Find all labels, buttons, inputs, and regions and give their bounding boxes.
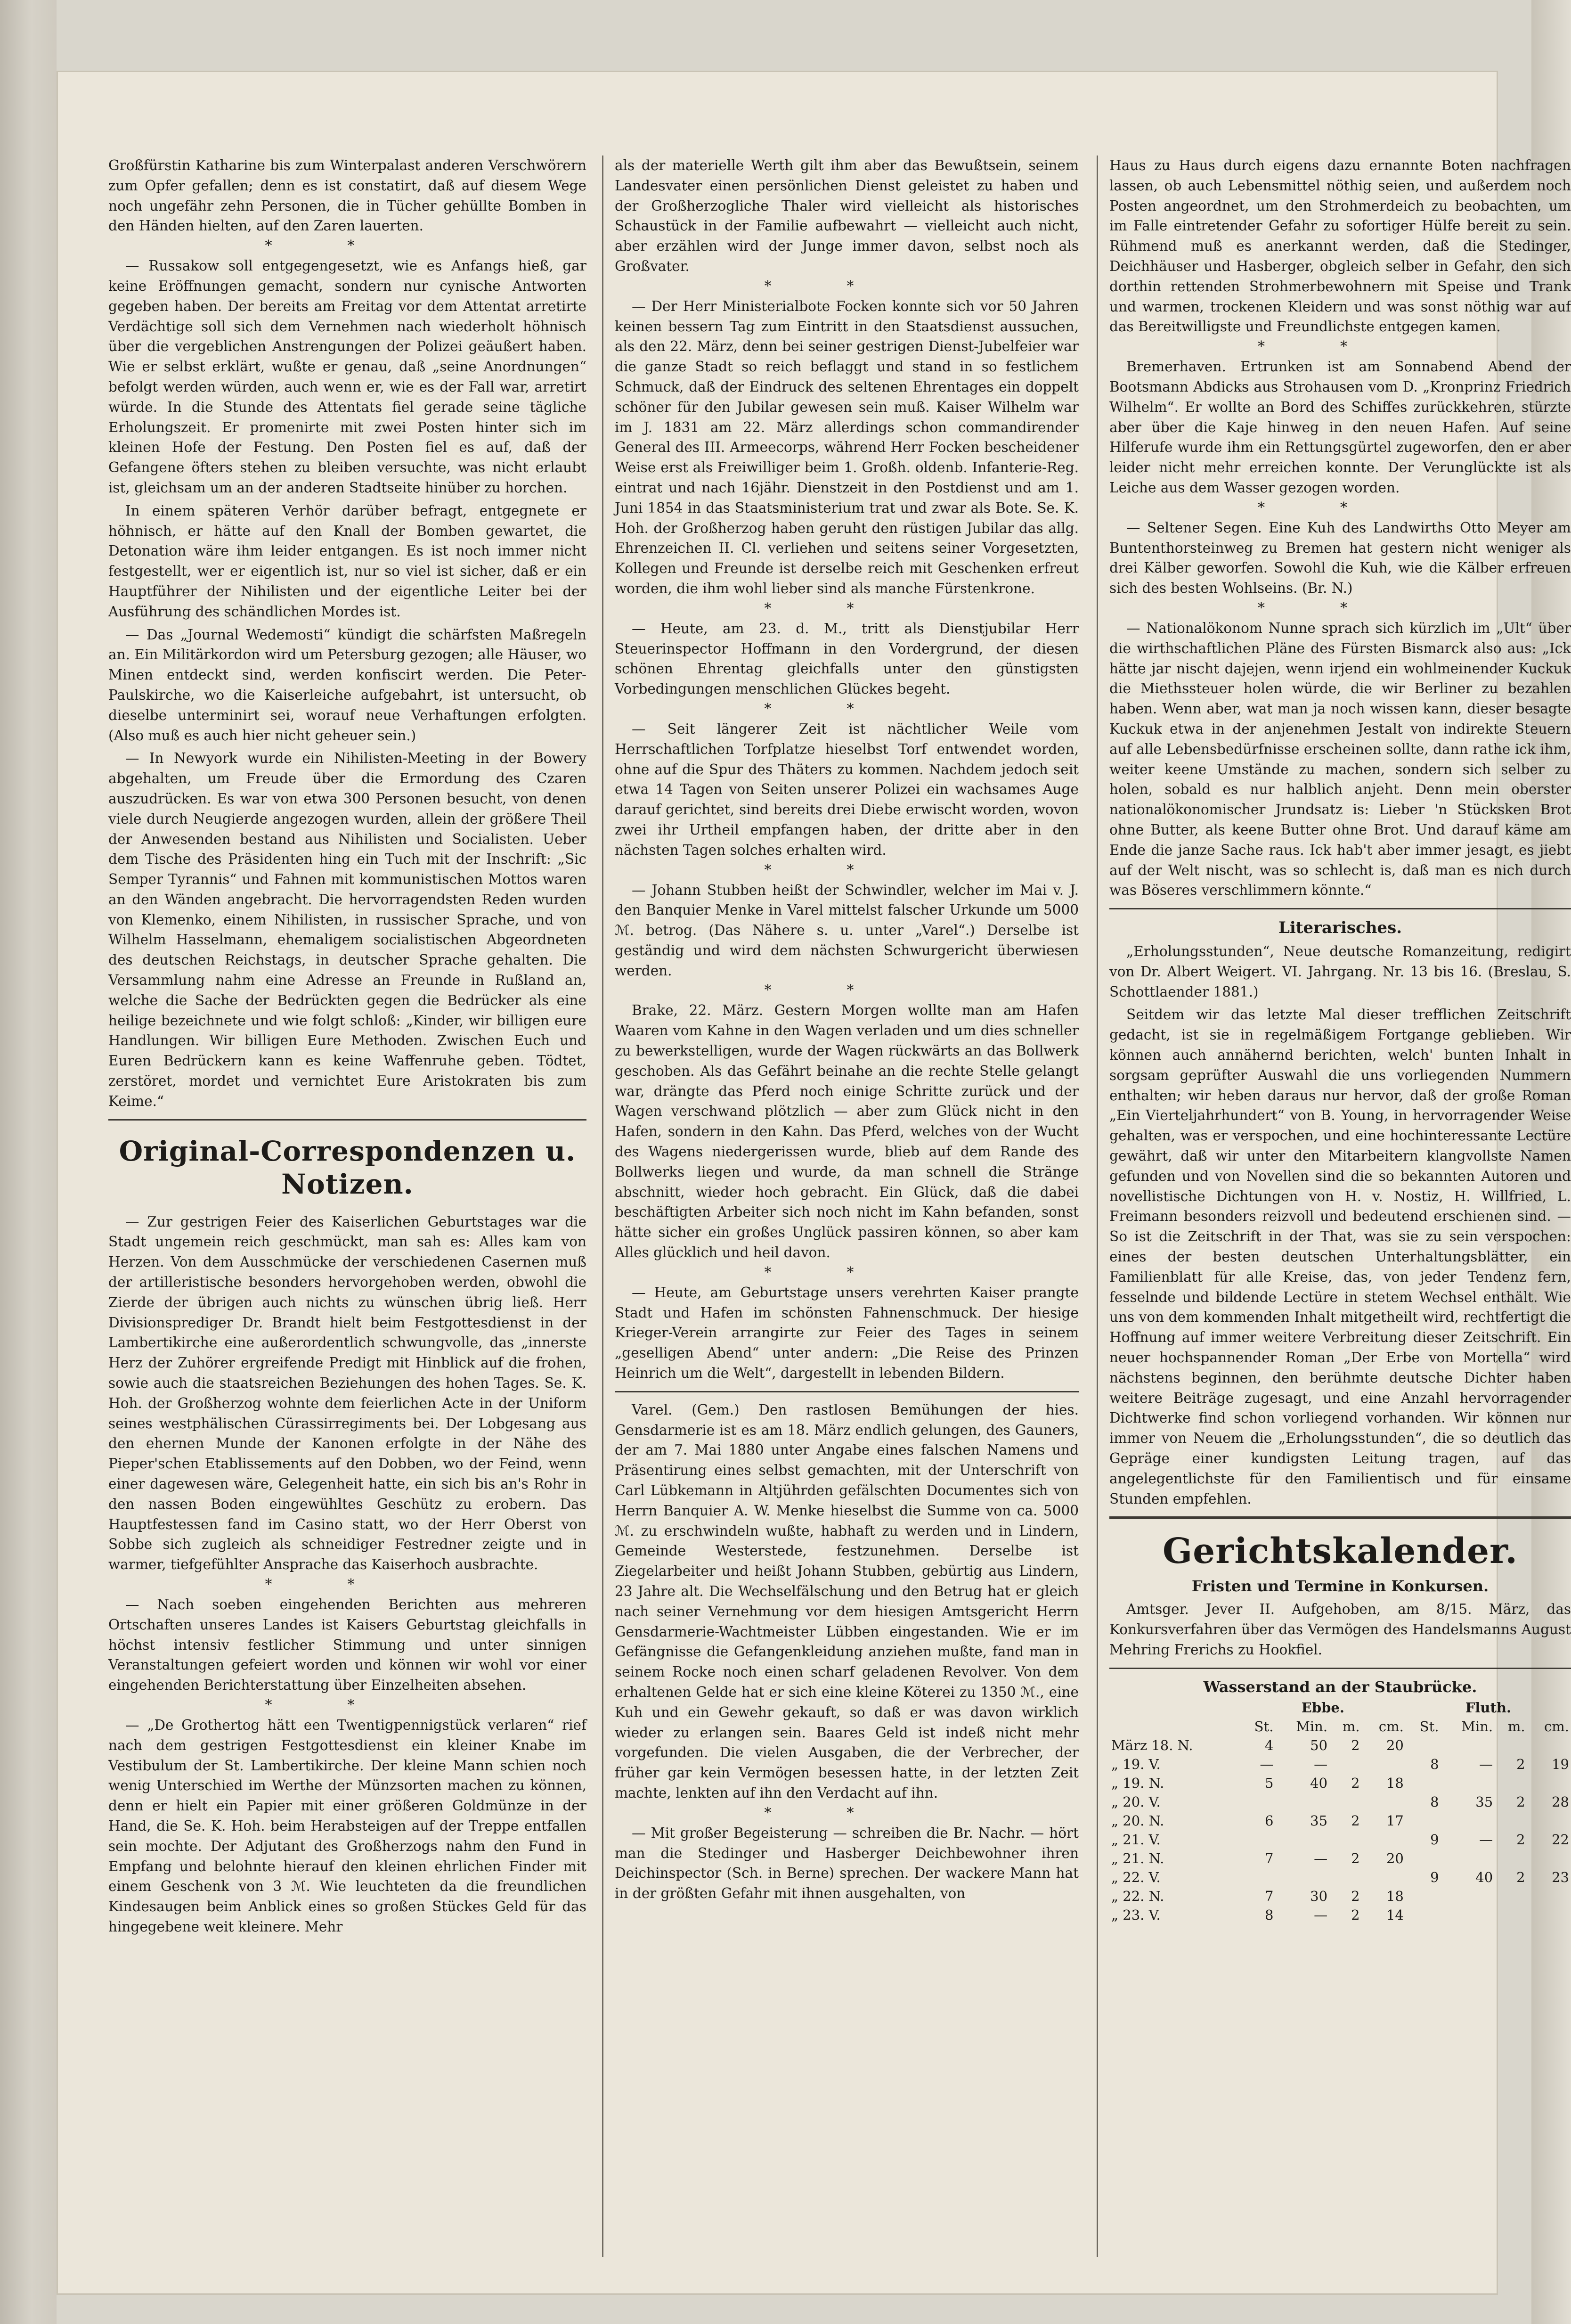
article-paragraph: Haus zu Haus durch eigens dazu ernannte Boten nachfragen lassen, ob auch Lebensmittel nöthig seien, und außerdem noch Posten angeordnet, um den Strohmerdeich zu beobachten, um im Falle eintretender Gefahr zu sofortiger Hülfe bereit zu sein. Rühmend muß es anerkannt werden, daß die Stedinger, Deichhäuser und Hasberger, obgleich selber in Gefahr, den sich dorthin rettenden Strohmerbewohnern mit Speise und Trank und warmen, trockenen Kleidern und was sonst nöthig war auf das Bereitwilligste und Freundlichste entgegen kamen. [1109,157,1571,335]
value-cell: 18 [1386,1775,1404,1791]
water-level-title: Wasserstand an der Staubrücke. [1203,1678,1477,1696]
value-cell [1362,1830,1406,1849]
article-paragraph: — Seltener Segen. Eine Kuh des Landwirths Otto Meyer am Buntenthorsteinweg zu Bremen hat gestern nicht weniger als drei Kälber geworfen. Sowohl die Kuh, wie die Kälber erfreuen sich des besten Wohlseins. (Br. N.) [1109,519,1571,597]
table-row [1109,1887,1571,1906]
date-cell: „ 19. N. [1111,1775,1164,1791]
value-cell: 4 [1264,1737,1274,1753]
article-paragraph: — Heute, am 23. d. M., tritt als Dienstjubilar Herr Steuerinspector Hoffmann in den Vordergrund, der diesen schönen Ehrentag gleichfalls unter den günstigsten Vorbedingungen menschlichen Glückes begeht. [615,620,1079,697]
separator-stars: ** [764,861,929,878]
table-row [1109,1774,1571,1792]
value-cell: — [1314,1756,1328,1772]
column-rule [602,155,603,2257]
value-cell: 20 [1386,1737,1404,1753]
article-paragraph: — Seit längerer Zeit ist nächtlicher Weile vom Herrschaftlichen Torfplatze hieselbst Torf entwendet worden, ohne auf die Spur des Thäters zu kommen. Nachdem jedoch seit etwa 14 Tagen von Seiten unserer Polizei ein wachsames Auge darauf gerichtet, sind bereits drei Diebe erwischt worden, wovon zwei ihr Urtheil empfangen haben, der dritte aber in den nächsten Tagen solches erhalten wird. [615,720,1079,858]
value-cell [1275,1868,1329,1887]
column-rule [1097,155,1098,2257]
value-cell [1329,1830,1361,1849]
value-cell [1527,1811,1571,1830]
table-row [1109,1755,1571,1774]
value-cell [1495,1906,1527,1924]
divider [1109,1668,1571,1669]
article-paragraph: — Russakow soll entgegengesetzt, wie es Anfangs hieß, gar keine Eröffnungen gemacht, sondern nur cynische Antworten gegeben haben. Der bereits am Freitag vor dem Attentat arretirte Verdächtige soll sich dem Vernehmen nach wiederholt höhnisch über die vergeblichen Anstrengungen der Polizei geäußert haben. Wie er selbst erklärt, wußte er genau, daß „seine Anordnungen“ befolgt werden würden, auch wenn er, wie es der Fall war, arretirt würde. In die Stunde des Attentats fiel gerade seine tägliche Erholungszeit. Er promenirte mit zwei Posten hinter sich im kleinen Hofe der Festung. Den Posten fiel es auf, daß der Gefangene öfters stehen zu bleiben versuchte, was nicht erlaubt ist, gleichsam um an der anderen Stadtseite hinüber zu horchen. [108,258,586,496]
unit-label: cm. [1544,1718,1569,1735]
value-cell [1329,1868,1361,1887]
date-cell: „ 20. N. [1111,1812,1164,1829]
table-row [1109,1830,1571,1849]
value-cell [1240,1792,1276,1811]
separator-stars: ** [764,1264,929,1281]
article-paragraph: Amtsger. Jever II. Aufgehoben, am 8/15. März, das Konkursverfahren über das Vermögen des Handelsmanns August Mehring Frerichs zu Hookfiel. [1109,1601,1571,1658]
value-cell: 2 [1351,1737,1360,1753]
value-cell: 35 [1310,1812,1328,1829]
value-cell: 22 [1552,1831,1569,1848]
value-cell [1527,1736,1571,1755]
article-paragraph: In einem späteren Verhör darüber befragt, entgegnete er höhnisch, er hätte auf den Knall der Bomben gewartet, die Detonation wäre ihm leider entgangen. Es ist noch immer nicht festgestellt, wer er eigentlich ist, nur so viel ist sicher, daß er ein Hauptführer der Nihilisten und der eigentliche Leiter bei der Ausführung des schändlichen Mordes ist. [108,502,586,620]
value-cell: 7 [1264,1850,1274,1866]
value-cell: 18 [1386,1888,1404,1904]
value-cell: 2 [1516,1869,1525,1885]
value-cell: 23 [1552,1869,1569,1885]
article-paragraph: — Heute, am Geburtstage unsers verehrten Kaiser prangte Stadt und Hafen im schönsten Fahnenschmuck. Der hiesige Krieger-Verein arrangirte zur Feier des Tages in seinem „geselligen Abend“ unter andern: „Die Reise des Prinzen Heinrich um die Welt“, dargestellt in lebenden Bildern. [615,1284,1079,1382]
value-cell [1527,1906,1571,1924]
date-cell: „ 23. V. [1111,1907,1161,1923]
value-cell [1441,1811,1495,1830]
value-cell [1406,1774,1441,1792]
separator-stars: ** [265,1576,430,1593]
date-cell: „ 21. V. [1111,1831,1161,1848]
value-cell [1495,1736,1527,1755]
value-cell: 14 [1386,1907,1404,1923]
value-cell [1495,1811,1527,1830]
value-cell [1406,1849,1441,1868]
value-cell: — [1314,1850,1328,1866]
unit-label: m. [1342,1718,1360,1735]
value-cell: 2 [1351,1907,1360,1923]
book-binding [0,0,57,2324]
section-title: Original-Correspondenzen u. Notizen. [119,1135,576,1200]
date-cell: „ 20. V. [1111,1793,1161,1810]
value-cell [1495,1774,1527,1792]
ebb-header: Ebbe. [1301,1699,1344,1716]
value-cell: — [1479,1831,1493,1848]
value-cell: 6 [1264,1812,1274,1829]
date-cell: „ 22. N. [1111,1888,1164,1904]
value-cell [1527,1849,1571,1868]
separator-stars: ** [1258,599,1423,616]
date-cell: „ 19. V. [1111,1756,1161,1772]
value-cell [1527,1774,1571,1792]
table-row [1109,1849,1571,1868]
separator-stars: ** [764,600,929,617]
value-cell [1527,1887,1571,1906]
value-cell [1362,1755,1406,1774]
article-paragraph: „Erholungsstunden“, Neue deutsche Romanzeitung, redigirt von Dr. Albert Weigert. VI. Jahrgang. Nr. 13 bis 16. (Breslau, S. Schottlaender 1881.) [1109,943,1571,1000]
column-2 [615,155,1079,2267]
unit-label: St. [1254,1718,1274,1735]
value-cell [1329,1755,1361,1774]
value-cell: 40 [1310,1775,1328,1791]
value-cell: — [1260,1756,1274,1772]
value-cell [1441,1906,1495,1924]
value-cell: 9 [1430,1831,1439,1848]
table-row [1109,1736,1571,1755]
article-paragraph: als der materielle Werth gilt ihm aber das Bewußtsein, seinem Landesvater einen persönlichen Dienst geleistet zu haben und der Großherzogliche Thaler wird vielleicht als historisches Schaustück in der Familie aufbewahrt — vielleicht auch nicht, aber erzählen wird der Junge immer davon, selbst noch als Großvater. [615,157,1079,274]
separator-stars: ** [265,1696,430,1713]
article-paragraph: — Nationalökonom Nunne sprach sich kürzlich im „Ult“ über die wirthschaftlichen Pläne des Fürsten Bismarck also aus: „Ick hätte jar nischt dajejen, wenn irjend ein wohlmeinender Kuckuk die Miethssteuer holen würde, die wir Berliner zu bezahlen haben. Wenn aber, wat man ja noch wissen kann, dieser besagte Kuckuk etwa in der anjenehmen Jestalt von indirekte Steuern auf alle Lebensbedürfnisse erscheinen sollte, dann rathe ick ihm, weiter keene Umstände zu machen, sondern sich selber zu holen, sobald es nur halblich anjeht. Denn mein oberster nationalökonomischer Jrundsatz is: Lieber 'n Stücksken Brot ohne Butter, als keene Butter ohne Brot. Und darauf käme am Ende die janze Sache raus. Ick hab't aber immer jesagt, es jiebt auf der Welt nischt, was so schlecht is, daß man es nich durch was Böseres verschlimmern könnte.“ [1109,620,1571,899]
value-cell: — [1314,1907,1328,1923]
value-cell [1441,1774,1495,1792]
value-cell: 30 [1310,1888,1328,1904]
court-calendar-title: Gerichtskalender. [1162,1531,1518,1572]
value-cell [1406,1906,1441,1924]
literary-heading: Literarisches. [1278,918,1402,938]
unit-label: m. [1507,1718,1525,1735]
table-row [1109,1906,1571,1924]
water-level-table [1109,1698,1571,1924]
article-paragraph: — Mit großer Begeisterung — schreiben die Br. Nachr. — hört man die Stedinger und Hasberger Deichbewohner ihren Deichinspector (Sch. in Berne) sprechen. Der wackere Mann hat in der größten Gefahr mit ihnen ausgehalten, von [615,1825,1079,1902]
newspaper-page [57,71,1571,2295]
value-cell: 8 [1430,1756,1439,1772]
unit-label: cm. [1378,1718,1404,1735]
article-paragraph: — „De Grothertog hätt een Twentigpennigstück verlaren“ rief nach dem gestrigen Festgottesdienst ein kleiner Knabe im Vestibulum der St. Lambertikirche. Der kleine Mann schien noch wenig Unterschied im Werthe der Münzsorten machen zu können, denn er hielt ein Papier mit einer größeren Goldmünze in der Hand, die Se. K. Hoh. beim Herabsteigen auf der Treppe entfallen sein mochte. Der Adjutant des Großherzogs nahm den Fund in Empfang und belohnte hierauf den kleinen ehrlichen Finder mit einem Geschenk von 3 ℳ. Wie leuchteten da die freundlichen Kindesaugen beim Anblick eines so großen Stückes Geld für das hingegebene weit kleinere. Mehr [108,1717,586,1935]
table-row [1109,1811,1571,1830]
value-cell [1240,1830,1276,1849]
divider [1109,1516,1571,1519]
article-paragraph: Großfürstin Katharine bis zum Winterpalast anderen Verschwörern zum Opfer gefallen; denn es ist constatirt, daß auf diesem Wege noch ungefähr zehn Personen, die in Tücher gehüllte Bomben in den Händen hielten, auf den Zaren lauerten. [108,157,586,234]
value-cell: 8 [1264,1907,1274,1923]
table-row [1109,1868,1571,1887]
value-cell: 2 [1516,1793,1525,1810]
date-cell: „ 22. V. [1111,1869,1161,1885]
value-cell: 20 [1386,1850,1404,1866]
value-cell: 7 [1264,1888,1274,1904]
value-cell: 40 [1475,1869,1493,1885]
value-cell [1406,1887,1441,1906]
value-cell: 2 [1516,1831,1525,1848]
separator-stars: ** [764,1804,929,1821]
value-cell [1441,1736,1495,1755]
value-cell [1441,1849,1495,1868]
value-cell: — [1479,1756,1493,1772]
value-cell: 9 [1430,1869,1439,1885]
article-paragraph: — Zur gestrigen Feier des Kaiserlichen Geburtstages war die Stadt ungemein reich geschmückt, man sah es: Alles kam von Herzen. Von dem Ausschmücke der verschiedenen Casernen muß der artilleristische besonders hervorgehoben werden, obwohl die Zierde der übrigen auch nichts zu wünschen übrig ließ. Herr Divisionsprediger Dr. Brandt hielt beim Festgottesdienst in der Lambertikirche eine außerordentlich schwungvolle, das „innerste Herz der Zuhörer ergreifende Predigt mit Hinblick auf die frohen, sowie auch die staatsreichen Beziehungen des hohen Tages. Se. K. Hoh. der Großherzog wohnte dem feierlichen Acte in der Uniform seines westphälischen Cürassirregiments bei. Der Lobgesang aus den ehernen Munde der Kanonen erfolgte in der Nähe des Pieper'schen Etablissements auf den Dobben, wo der Feind, wenn einer dagewesen wäre, Gelegenheit hatte, ein sich bis an's Rohr in den nassen Boden eingewühltes Geschütz zu erobern. Das Hauptfestessen fand im Casino statt, wo der Herr Oberst von Sobbe sich zugleich als schneidiger Festredner zeigte und in warmer, tiefgefühlter Ansprache das Kaiserhoch ausbrachte. [108,1213,586,1573]
separator-stars: ** [764,278,929,295]
separator-stars: ** [1258,499,1423,516]
value-cell [1495,1887,1527,1906]
column-3 [1109,155,1571,2267]
article-paragraph: Varel. (Gem.) Den rastlosen Bemühungen der hies. Gensdarmerie ist es am 18. März endlich gelungen, des Gauners, der am 7. Mai 1880 unter Angabe eines falschen Namens und Präsentirung eines selbst gemachten, mit der Unterschrift von Carl Lübkemann in Altjührden gefälschten Documentes sich von Herrn Banquier A. W. Menke hieselbst die Summe von ca. 5000 ℳ. zu erschwindeln wußte, habhaft zu werden und in Lindern, Gemeinde Westerstede, festzunehmen. Derselbe ist Ziegelarbeiter und heißt Johann Stubben, gebürtig aus Lindern, 23 Jahre alt. Die Wechselfälschung und den Betrug hat er gleich nach seiner Vernehmung vor dem hiesigen Amtsgericht Herrn Gensdarmerie-Wachtmeister Lübben eingestanden. Wie er im Gefängnisse die Gefangenkleidung anziehen mußte, fand man in seinem Rocke noch einen scharf geladenen Revolver. Von dem erhaltenen Gelde hat er sich eine kleine Köterei zu 1350 ℳ., eine Kuh und ein Gewehr gekauft, so daß er was davon wirklich wieder zu erlangen sein. Baares Geld ist indeß nicht mehr vorgefunden. Die vielen Ausgaben, die der Verbrecher, der früher gar kein Vermögen besessen hatte, in der letzten Zeit machte, lenkten auf ihn den Verdacht auf ihn. [615,1401,1079,1801]
water-level-rows [1109,1736,1571,1924]
value-cell: 35 [1475,1793,1493,1810]
value-cell [1406,1736,1441,1755]
column-1 [108,155,586,2267]
separator-stars: ** [1258,338,1423,355]
unit-label: Min. [1296,1718,1328,1735]
article-paragraph: Seitdem wir das letzte Mal dieser trefflichen Zeitschrift gedacht, ist sie in regelmäßigem Fortgange geblieben. Wir können auch annähernd berichten, welch' bunten Inhalt in sorgsam geprüfter Auswahl die uns vorliegenden Nummern enthalten; wir heben daraus nur hervor, daß der große Roman „Ein Vierteljahrhundert“ von B. Young, in hervorragender Weise gehalten, was er verspochen, und eine hochinteressante Lectüre gewährt, daß wir unter den Mitarbeitern klangvollste Namen gefunden und von Novellen sind die so bekannten Autoren und novellistische Dichtungen von H. v. Nostiz, H. Willfried, L. Freimann besonders reizvoll und bedeutend erschienen sind. — So ist die Zeitschrift in der That, was sie zu sein verspochen: eines der besten deutschen Unterhaltungsblätter, ein Familienblatt für alle Kreise, das, von jeder Tendenz fern, fesselnde und bildende Lectüre in stetem Wechsel enthält. Wie uns von dem kommenden Inhalt mitgetheilt wird, rechtfertigt die Hoffnung auf immer weitere Verbreitung dieser Zeitschrift. Ein neuer hochspannender Roman „Der Erbe von Mortella“ wird nächstens beginnen, den berühmte deutsche Dichter haben weitere Beiträge zugesagt, und eine Anzahl hervorragender Dichtwerke find schon vorliegend vorhanden. Wir können nur immer von Neuem die „Erholungsstunden“, die so deutlich das Gepräge einer kundigsten Leitung tragen, auf das angelegentlichste für den Familientisch und für einsame Stunden empfehlen. [1109,1007,1571,1507]
value-cell [1329,1792,1361,1811]
value-cell [1275,1830,1329,1849]
article-paragraph: — Das „Journal Wedemosti“ kündigt die schärfsten Maßregeln an. Ein Militärkordon wird um Petersburg gezogen; alle Häuser, wo Minen entdeckt sind, werden konfiscirt werden. Die Peter-Paulskirche, wo die Kaiserleiche aufgebahrt, ist untersucht, ob dieselbe unterminirt sei, worauf neue Verhaftungen erfolgten. (Also muß es auch hier nicht geheuer sein.) [108,626,586,744]
divider [615,1391,1079,1392]
value-cell: 2 [1351,1775,1360,1791]
value-cell [1240,1868,1276,1887]
date-cell: „ 21. N. [1111,1850,1164,1866]
unit-label: Min. [1461,1718,1493,1735]
value-cell [1441,1887,1495,1906]
value-cell [1275,1792,1329,1811]
value-cell: 50 [1310,1737,1328,1753]
court-subtitle: Fristen und Termine in Konkursen. [1191,1577,1489,1596]
value-cell: 19 [1552,1756,1569,1772]
table-row [1109,1792,1571,1811]
flood-header: Fluth. [1465,1699,1512,1716]
value-cell [1362,1868,1406,1887]
divider [1109,908,1571,909]
value-cell: 5 [1264,1775,1274,1791]
article-paragraph: — Johann Stubben heißt der Schwindler, welcher im Mai v. J. den Banquier Menke in Varel mittelst falscher Urkunde um 5000 ℳ. betrog. (Das Nähere s. u. unter „Varel“.) Derselbe ist geständig und wird dem nächsten Schwurgericht überwiesen werden. [615,882,1079,979]
date-cell: März 18. N. [1111,1737,1193,1753]
article-paragraph: — Der Herr Ministerialbote Focken konnte sich vor 50 Jahren keinen bessern Tag zum Eintritt in den Staatsdienst aussuchen, als den 22. März, denn bei seiner gestrigen Dienst-Jubelfeier war die ganze Stadt so reich beflaggt und stand in so festlichem Schmuck, daß der Eindruck des seltenen Ehrentages ein doppelt schöner für den Jubilar gewesen sein muß. Kaiser Wilhelm war im J. 1831 am 22. März allerdings schon commandirender General des III. Armeecorps, während Herr Focken bescheidener Weise erst als Freiwilliger beim 1. Großh. oldenb. Infanterie-Reg. eintrat und nach 16jähr. Dienstzeit in den Postdienst und am 1. Juni 1854 in das Staatsministerium trat und zwar als Bote. Se. K. Hoh. der Großherzog haben geruht den rüstigen Jubilar das allg. Ehrenzeichen II. Cl. verliehen und seitens seiner Vorgesetzten, Kollegen und Freunde ist derselbe reich mit Geschenken erfreut worden, die ihm wohl lieber sind als manche Fürstenkrone. [615,298,1079,597]
article-paragraph: Brake, 22. März. Gestern Morgen wollte man am Hafen Waaren vom Kahne in den Wagen verladen und um dies schneller zu bewerkstelligen, wurde der Wagen rückwärts an das Bollwerk geschoben. Als das Gefährt beinahe an die rechte Stelle gelangt war, drängte das Pferd noch einige Schritte zurück und der Wagen verschwand plötzlich — aber zum Glück nicht in den Hafen, sondern in den Kahn. Das Pferd, welches von der Wucht des Wagens niedergerissen wurde, blieb auf dem Rande des Bollwerks liegen und wurde, da man schnell die Stränge abschnitt, wieder hoch gebracht. Ein Glück, daß die dabei beschäftigten Arbeiter sich noch nicht im Kahn befanden, sonst hätte sicher ein großes Unglück passiren können, so aber kam Alles glücklich und heil davon. [615,1002,1079,1261]
value-cell [1495,1849,1527,1868]
separator-stars: ** [764,700,929,717]
value-cell: 28 [1552,1793,1569,1810]
value-cell [1362,1792,1406,1811]
value-cell: 2 [1351,1850,1360,1866]
separator-stars: ** [265,237,430,254]
value-cell: 8 [1430,1793,1439,1810]
unit-label: St. [1419,1718,1439,1735]
value-cell: 2 [1516,1756,1525,1772]
value-cell [1406,1811,1441,1830]
separator-stars: ** [764,982,929,999]
divider [108,1119,586,1121]
article-paragraph: — Nach soeben eingehenden Berichten aus mehreren Ortschaften unseres Landes ist Kaisers Geburtstag gleichfalls in höchst intensiv festlicher Stimmung und unter sinnigen Veranstaltungen gefeiert worden und können wir wohl vor einer eingehenden Berichterstattung über Einzelheiten absehen. [108,1596,586,1694]
article-paragraph: Bremerhaven. Ertrunken ist am Sonnabend Abend der Bootsmann Abdicks aus Strohausen vom D. „Kronprinz Friedrich Wilhelm“. Er wollte an Bord des Schiffes zurückkehren, stürzte aber über die Kaje hinweg in den neuen Hafen. Auf seine Hilferufe wurde ihm ein Rettungsgürtel zugeworfen, den er aber leider nicht mehr erreichen konnte. Der Verunglückte ist als Leiche aus dem Wasser gezogen worden. [1109,359,1571,496]
value-cell: 2 [1351,1888,1360,1904]
value-cell: 17 [1386,1812,1404,1829]
value-cell: 2 [1351,1812,1360,1829]
article-paragraph: — In Newyork wurde ein Nihilisten-Meeting in der Bowery abgehalten, um Freude über die Ermordung des Czaren auszudrücken. Es war von etwa 300 Personen besucht, von denen viele durch Neugierde angezogen wurden, allein der größere Theil der Anwesenden bestand aus Nihilisten und Socialisten. Ueber dem Tische des Präsidenten hing ein Tuch mit der Inschrift: „Sic Semper Tyrannis“ und Fahnen mit kommunistischen Mottos waren an den Wänden angebracht. Die hervorragendsten Reden wurden von Klemenko, einem Nihilisten, in russischer Sprache, und von Wilhelm Hasselmann, ehemaligem socialistischen Abgeordneten des deutschen Reichstags, in deutscher Sprache gehalten. Die Versammlung nahm eine Adresse an Freunde in Rußland an, welche die Sache der Bedrückten gegen die Bedrücker als eine heilige bezeichnete und wie folgt schloß: „Kinder, wir billigen eure Handlungen. Wir billigen Eure Methoden. Zwischen Euch und Euren Bedrückern kann es keine Waffenruhe geben. Tödtet, zerstöret, mordet und vernichtet Eure Aristokraten bis zum Keime.“ [108,750,586,1109]
